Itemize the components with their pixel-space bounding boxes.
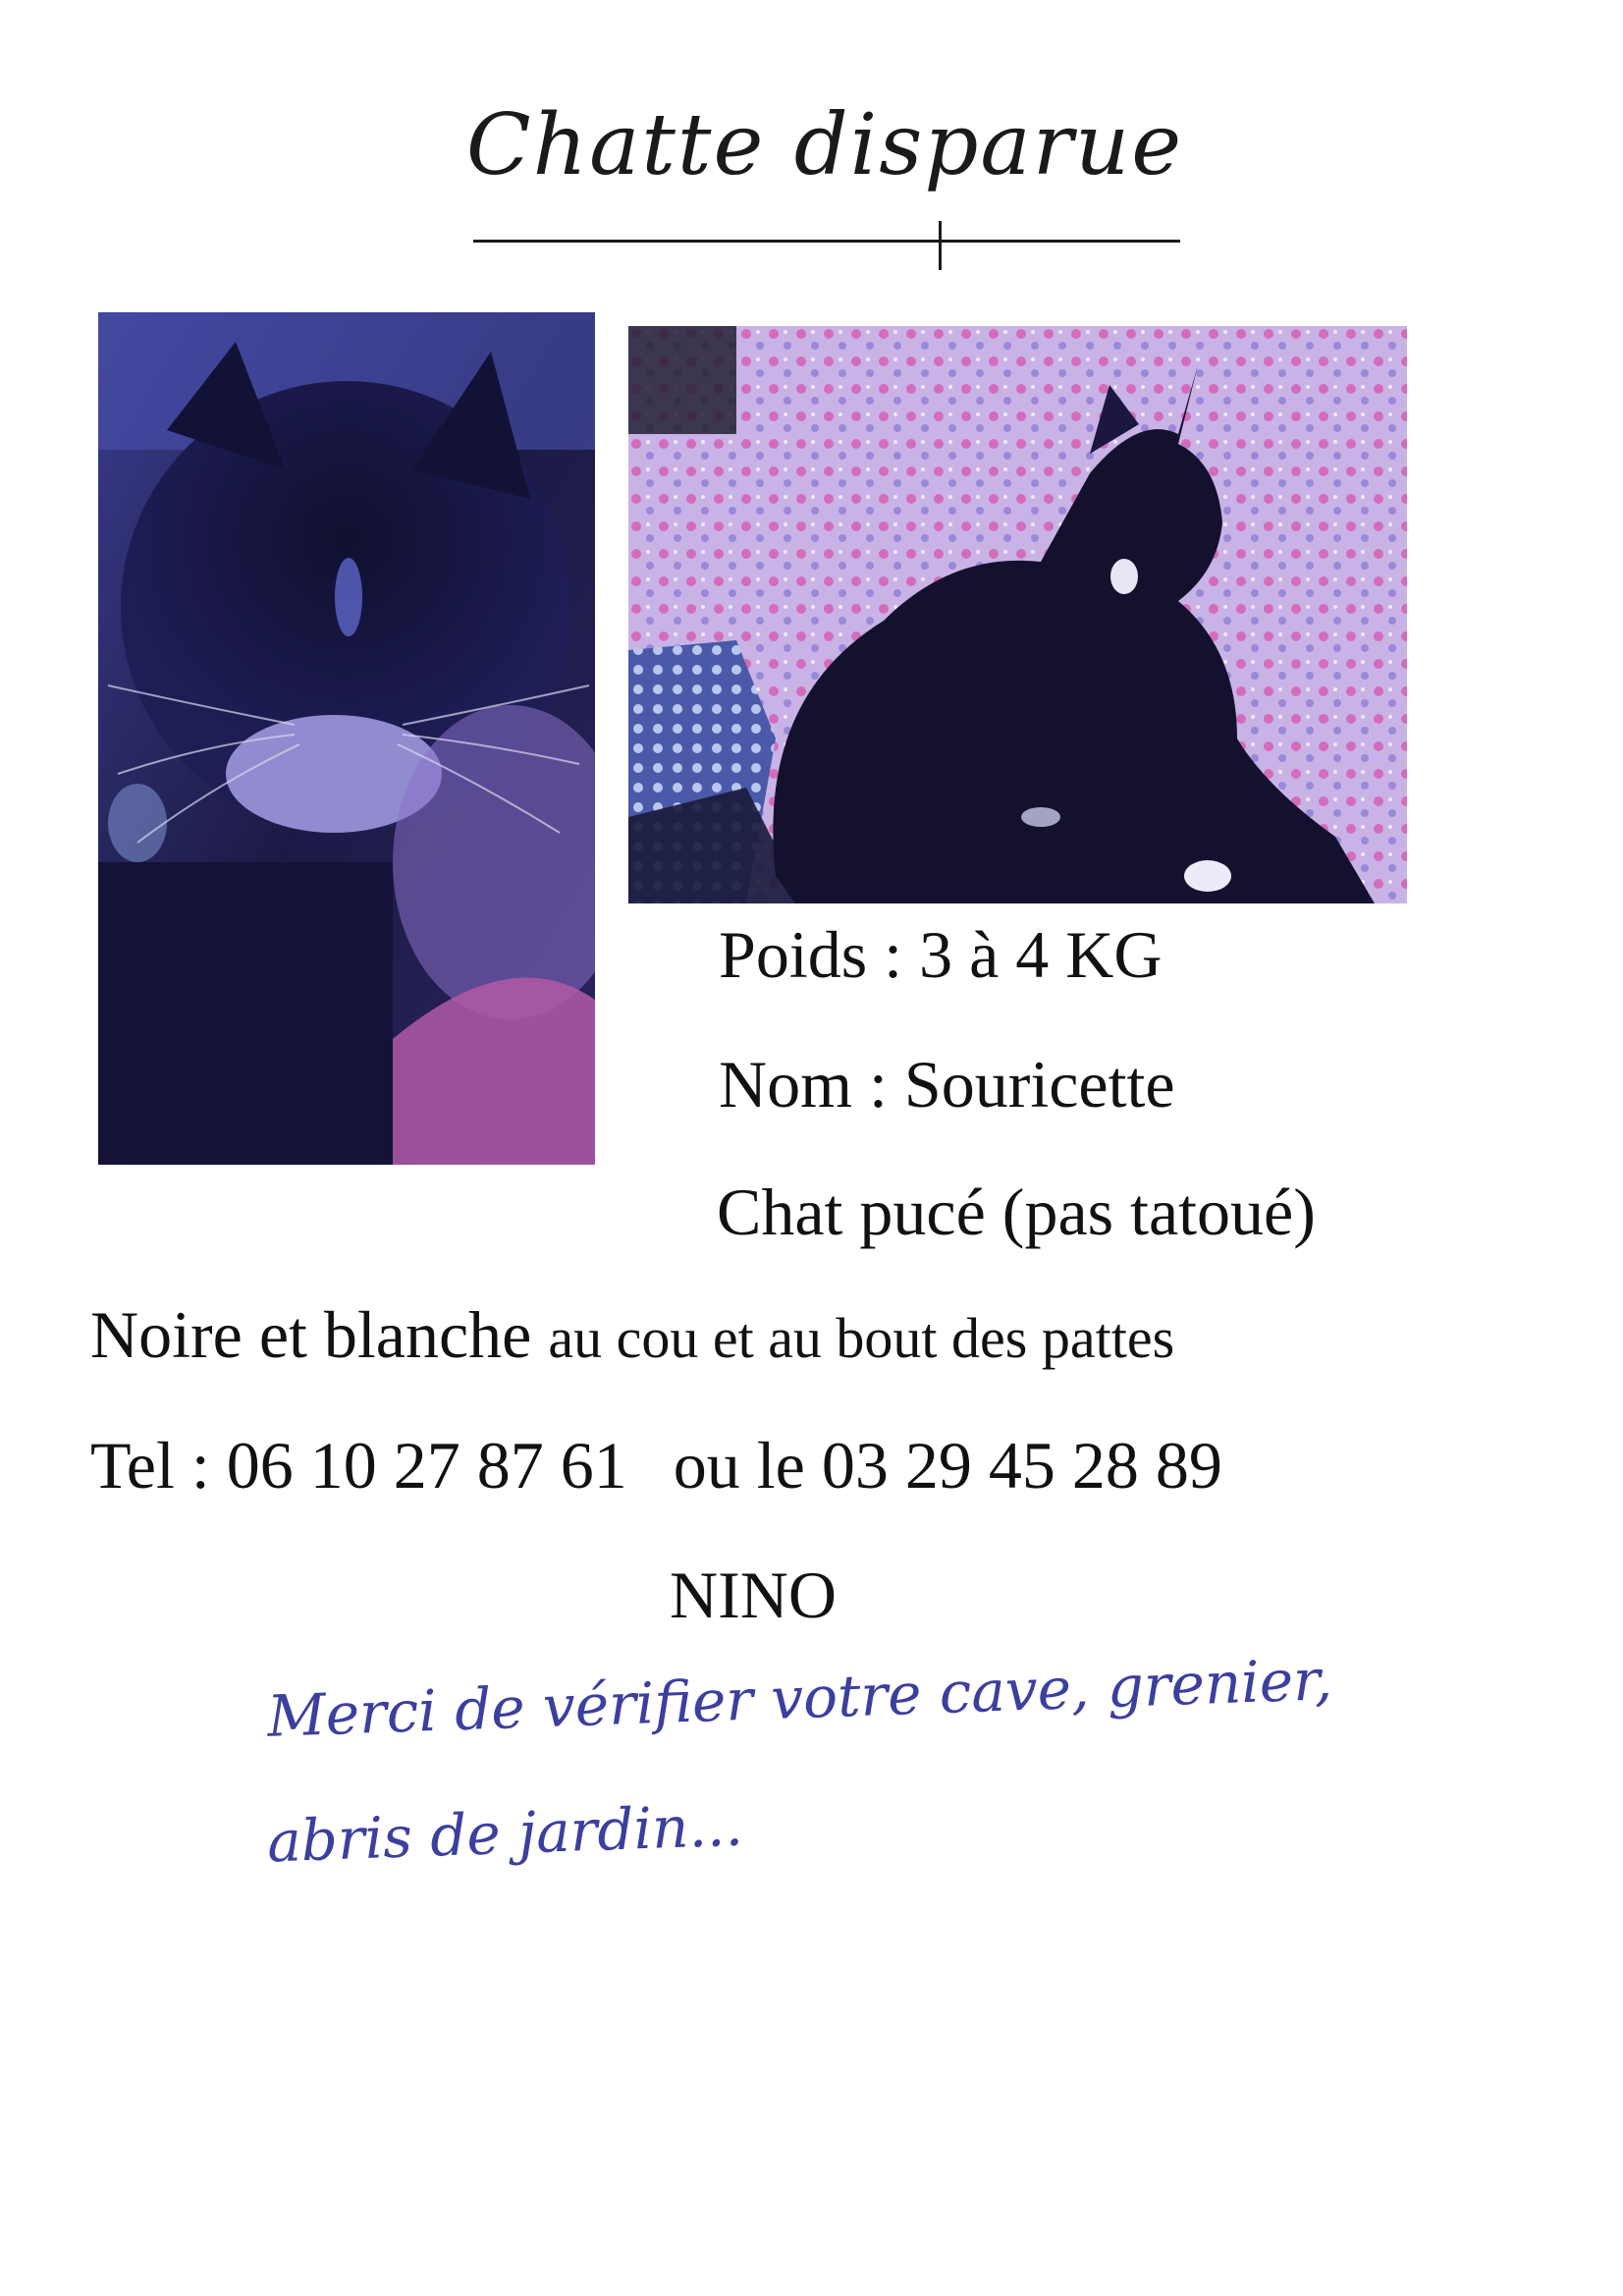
color-main: Noire et blanche — [90, 1297, 532, 1372]
title-underline-tick — [939, 221, 942, 270]
handwritten-note-line-1: Merci de vérifier votre cave, grenier, — [266, 1646, 1333, 1750]
title-underline — [473, 240, 1180, 243]
color-detail: au cou et au bout des pattes — [548, 1306, 1175, 1370]
phone-primary: Tel : 06 10 27 87 61 — [90, 1428, 627, 1503]
poster-title: Chatte disparue — [465, 96, 1184, 194]
contact-name: NINO — [670, 1558, 837, 1632]
cat-photo-on-cushion — [628, 326, 1407, 903]
phone-line — [90, 1428, 1222, 1503]
handwritten-note-line-2: abris de jardin... — [265, 1791, 744, 1876]
name-label: Nom : Souricette — [719, 1047, 1175, 1121]
chip-label: Chat pucé (pas tatoué) — [717, 1175, 1316, 1249]
weight-label: Poids : 3 à 4 KG — [719, 917, 1163, 992]
cat-photo-closeup — [98, 312, 595, 1165]
color-description — [90, 1297, 1175, 1372]
phone-secondary: ou le 03 29 45 28 89 — [673, 1428, 1222, 1503]
